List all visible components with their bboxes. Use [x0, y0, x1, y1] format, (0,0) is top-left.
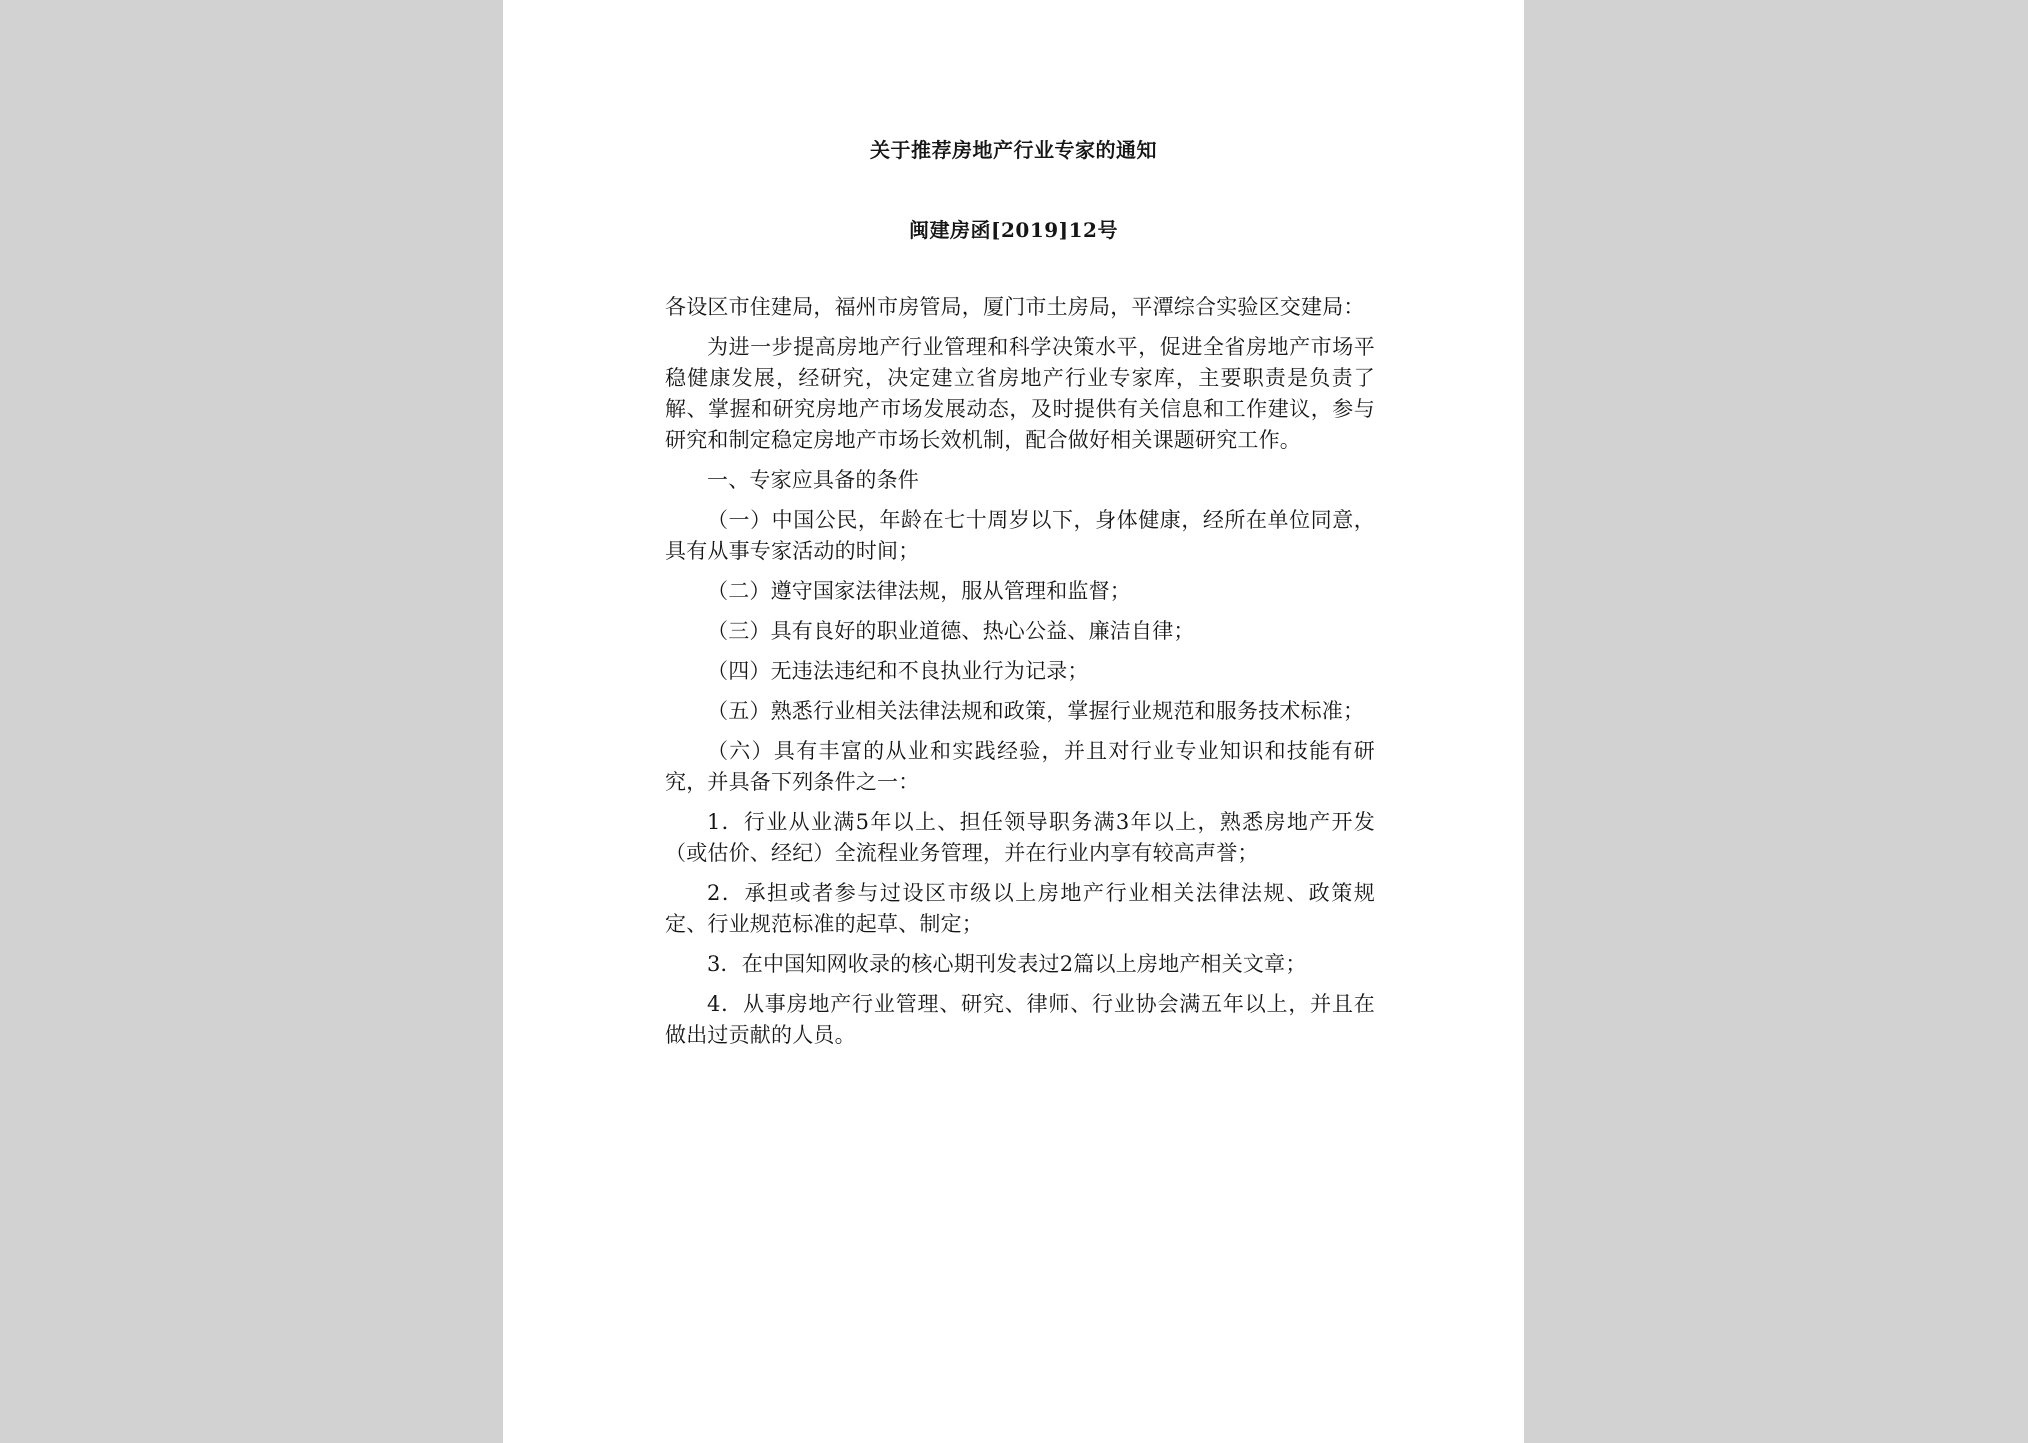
paragraph-intro: 为进一步提高房地产行业管理和科学决策水平，促进全省房地产市场平稳健康发展，经研究，决定建立省房地产行业专家库，主要职责是负责了解、掌握和研究房地产市场发展动态，及时提供有关信息和工作建议，参与研究和制定稳定房地产市场长效机制，配合做好相关课题研究工作。 — [665, 335, 1375, 452]
document-body — [665, 292, 1375, 1060]
sub-condition-item: 3．在中国知网收录的核心期刊发表过2篇以上房地产相关文章； — [707, 952, 1307, 976]
section-heading: 一、专家应具备的条件 — [707, 468, 919, 492]
sub-condition-item: 1．行业从业满5年以上、担任领导职务满3年以上，熟悉房地产开发（或估价、经纪）全流程业务管理，并在行业内享有较高声誉； — [665, 810, 1375, 865]
condition-item: （二）遵守国家法律法规，服从管理和监督； — [707, 579, 1131, 603]
addressee: 各设区市住建局，福州市房管局，厦门市土房局，平潭综合实验区交建局： — [665, 295, 1365, 319]
condition-item: （四）无违法违纪和不良执业行为记录； — [707, 659, 1089, 683]
document-number: 闽建房函[2019]12号 — [909, 218, 1118, 242]
document-title: 关于推荐房地产行业专家的通知 — [870, 138, 1157, 162]
condition-item: （六）具有丰富的从业和实践经验，并且对行业专业知识和技能有研究，并具备下列条件之一： — [665, 739, 1375, 794]
sub-condition-item: 2．承担或者参与过设区市级以上房地产行业相关法律法规、政策规定、行业规范标准的起草、制定； — [665, 881, 1375, 936]
sub-condition-item: 4．从事房地产行业管理、研究、律师、行业协会满五年以上，并且在做出过贡献的人员。 — [665, 992, 1375, 1047]
condition-item: （三）具有良好的职业道德、热心公益、廉洁自律； — [707, 619, 1195, 643]
condition-item: （五）熟悉行业相关法律法规和政策，掌握行业规范和服务技术标准； — [707, 699, 1365, 723]
document-page — [503, 0, 1524, 1443]
condition-item: （一）中国公民，年龄在七十周岁以下，身体健康，经所在单位同意，具有从事专家活动的时间； — [665, 508, 1375, 563]
